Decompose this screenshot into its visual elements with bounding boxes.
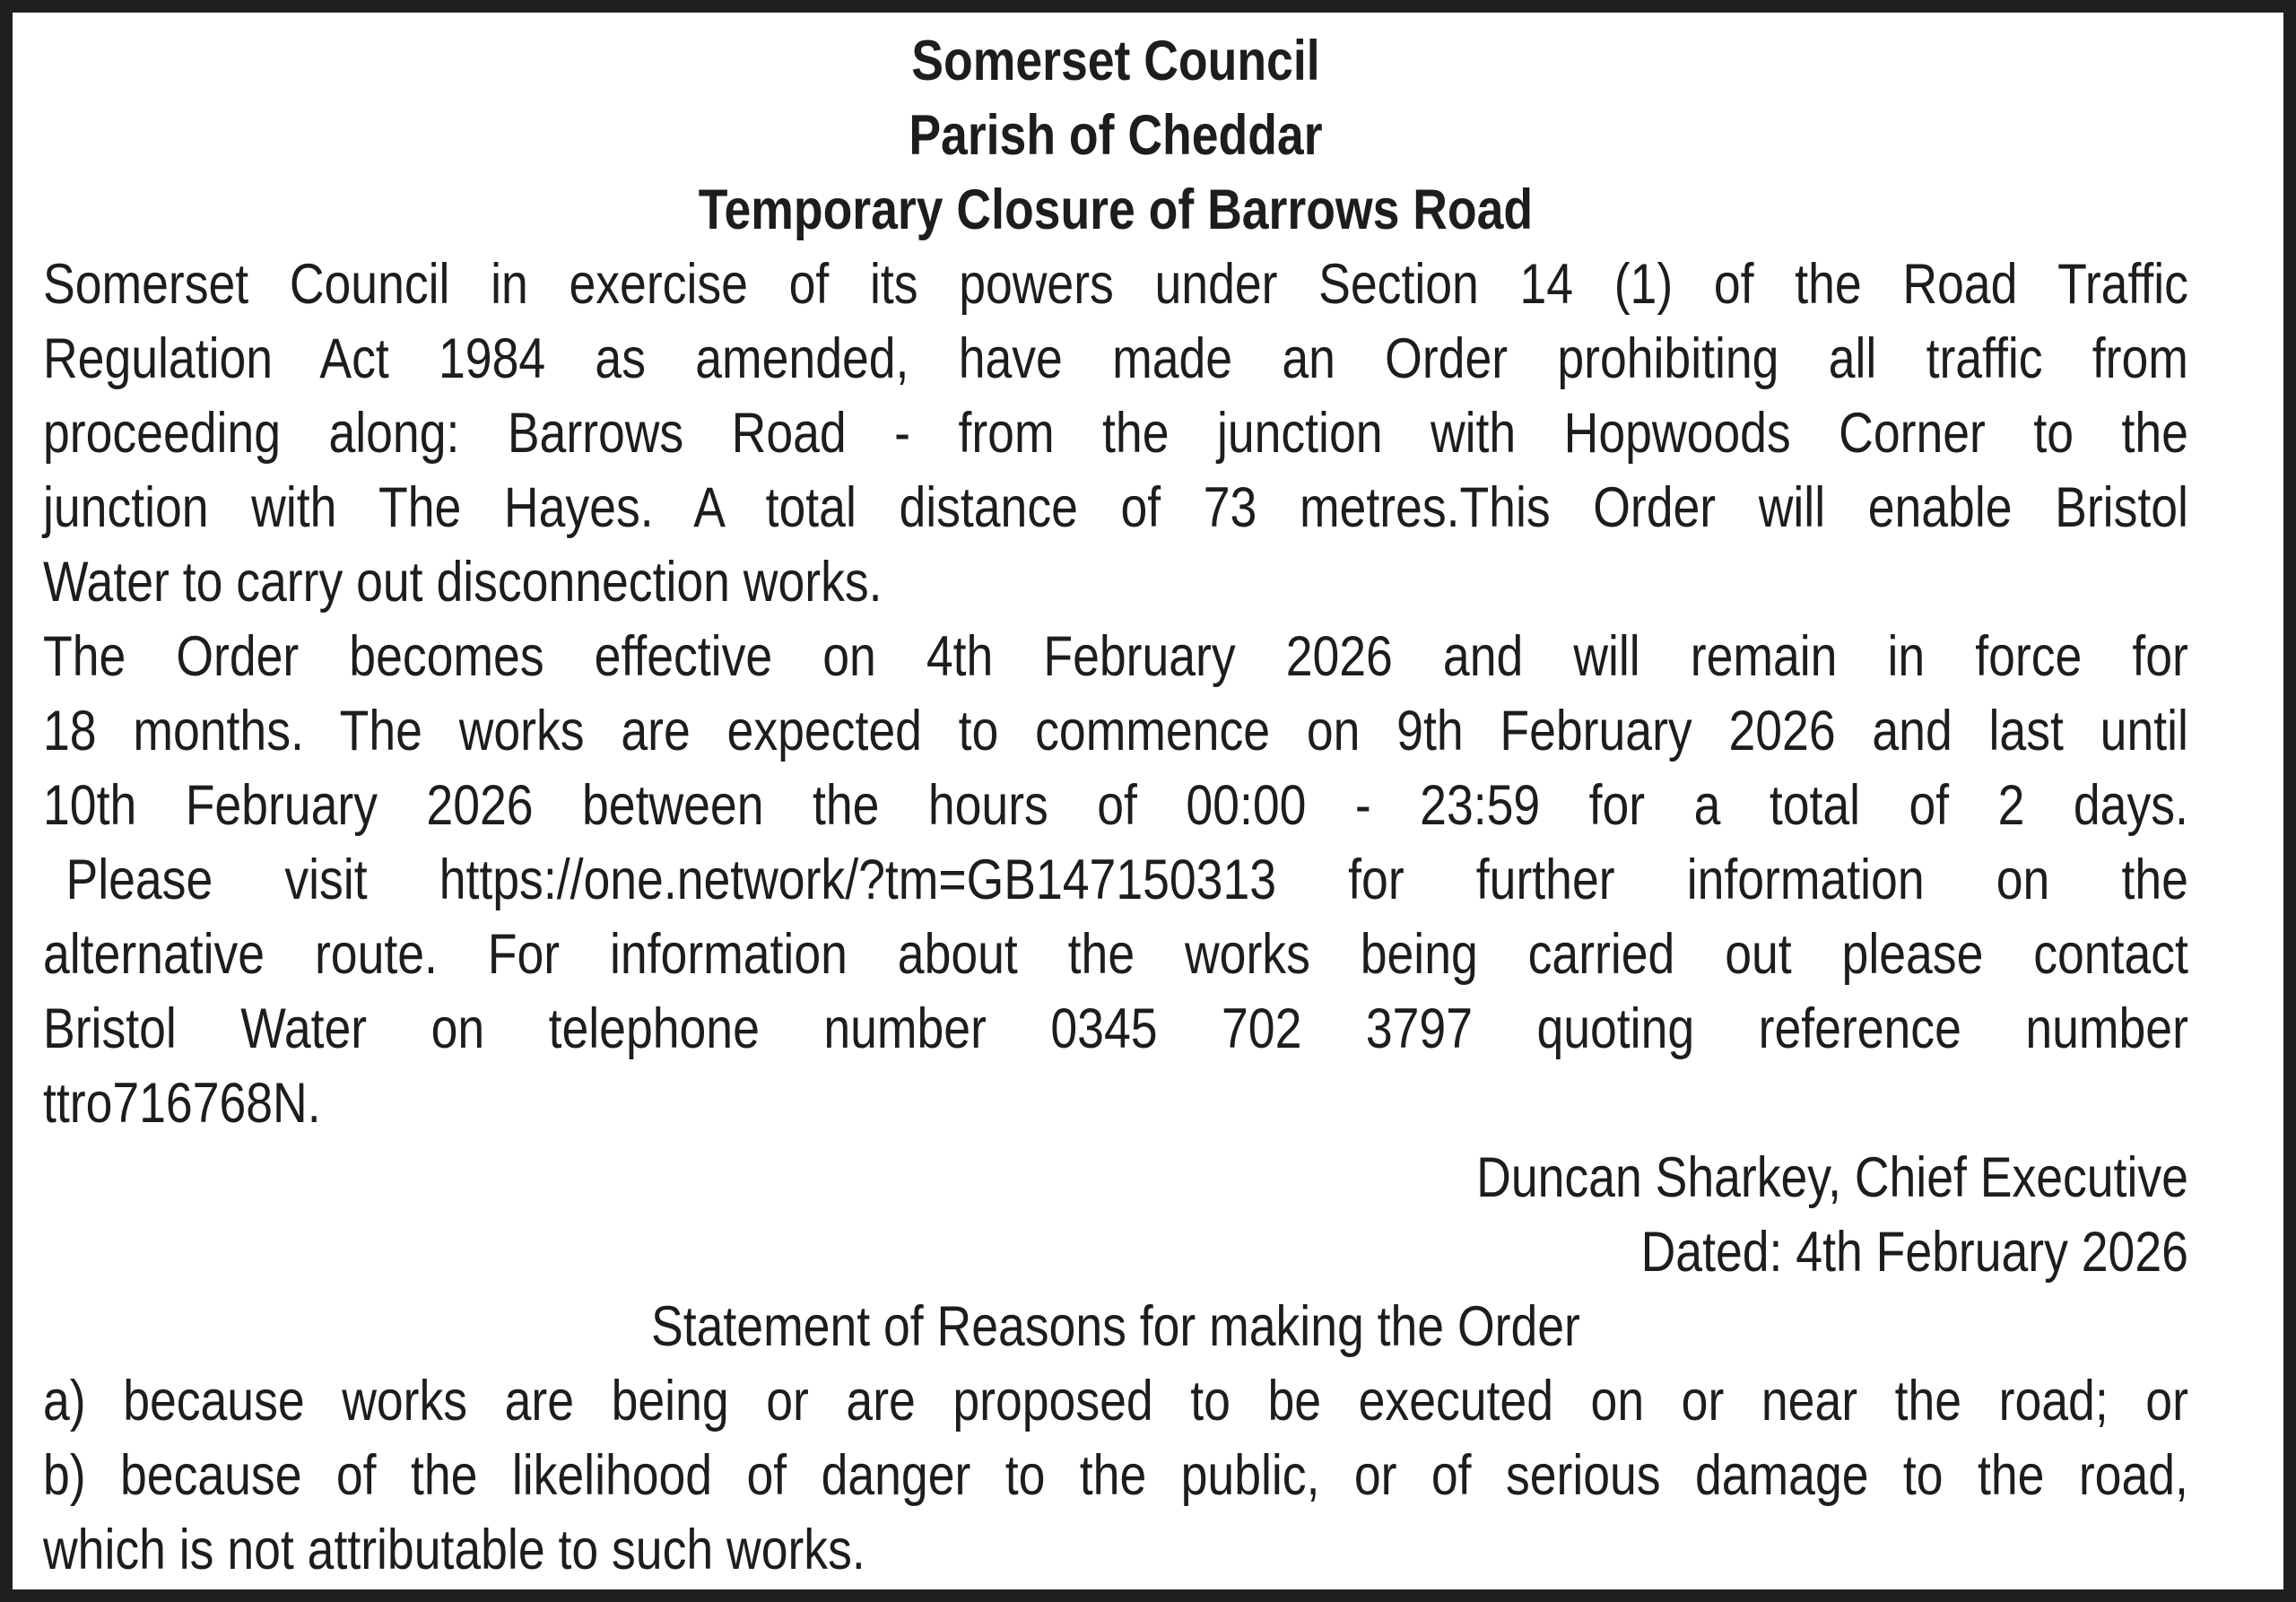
order-paragraph-line: junction with The Hayes. A total distance of 73 metres.This Order will enable Bristol [43, 476, 2188, 539]
notice-header-line: Somerset Council [911, 30, 1320, 92]
details-paragraph-line: 10th February 2026 between the hours of 00:00 - 23:59 for a total of 2 days. [43, 774, 2188, 837]
details-paragraph-line: Bristol Water on telephone number 0345 702 3797 quoting reference number [43, 997, 2188, 1060]
reasons-list-line: which is not attributable to such works. [43, 1519, 865, 1581]
details-paragraph-line: The Order becomes effective on 4th February 2026 and will remain in force for [43, 625, 2188, 688]
order-paragraph [43, 248, 2188, 620]
reasons-list-line: a) because works are being or are proposed to be executed on or near the road; or [43, 1370, 2188, 1432]
details-paragraph [43, 620, 2188, 1141]
details-paragraph-line: alternative route. For information about the works being carried out please contact [43, 923, 2188, 986]
details-paragraph-line: ttro716768N. [43, 1072, 321, 1135]
reasons-list [43, 1364, 2188, 1588]
notice-text-block [13, 13, 2219, 1588]
notice-header-line: Parish of Cheddar [909, 104, 1323, 167]
notice-header-line: Temporary Closure of Barrows Road [698, 178, 1534, 241]
statement-heading [43, 1290, 2188, 1364]
statement-heading-line: Statement of Reasons for making the Order [651, 1295, 1580, 1358]
signature-block-line: Duncan Sharkey, Chief Executive [1476, 1146, 2188, 1209]
details-paragraph-line: 18 months. The works are expected to commence on 9th February 2026 and last until [43, 700, 2188, 762]
order-paragraph-line: Water to carry out disconnection works. [43, 551, 883, 614]
order-paragraph-line: Somerset Council in exercise of its powers under Section 14 (1) of the Road Traffic [43, 253, 2188, 316]
signature-block [43, 1141, 2188, 1290]
order-paragraph-line: Regulation Act 1984 as amended, have made an Order prohibiting all traffic from [43, 327, 2188, 390]
order-paragraph-line: proceeding along: Barrows Road - from the junction with Hopwoods Corner to the [43, 402, 2188, 465]
notice-header [43, 24, 2188, 248]
signature-block-line: Dated: 4th February 2026 [1640, 1221, 2188, 1284]
details-paragraph-line: Please visit https://one.network/?tm=GB147150313 for further information on the [65, 849, 2188, 911]
reasons-list-line: b) because of the likelihood of danger to the public, or of serious damage to the road, [43, 1444, 2188, 1507]
